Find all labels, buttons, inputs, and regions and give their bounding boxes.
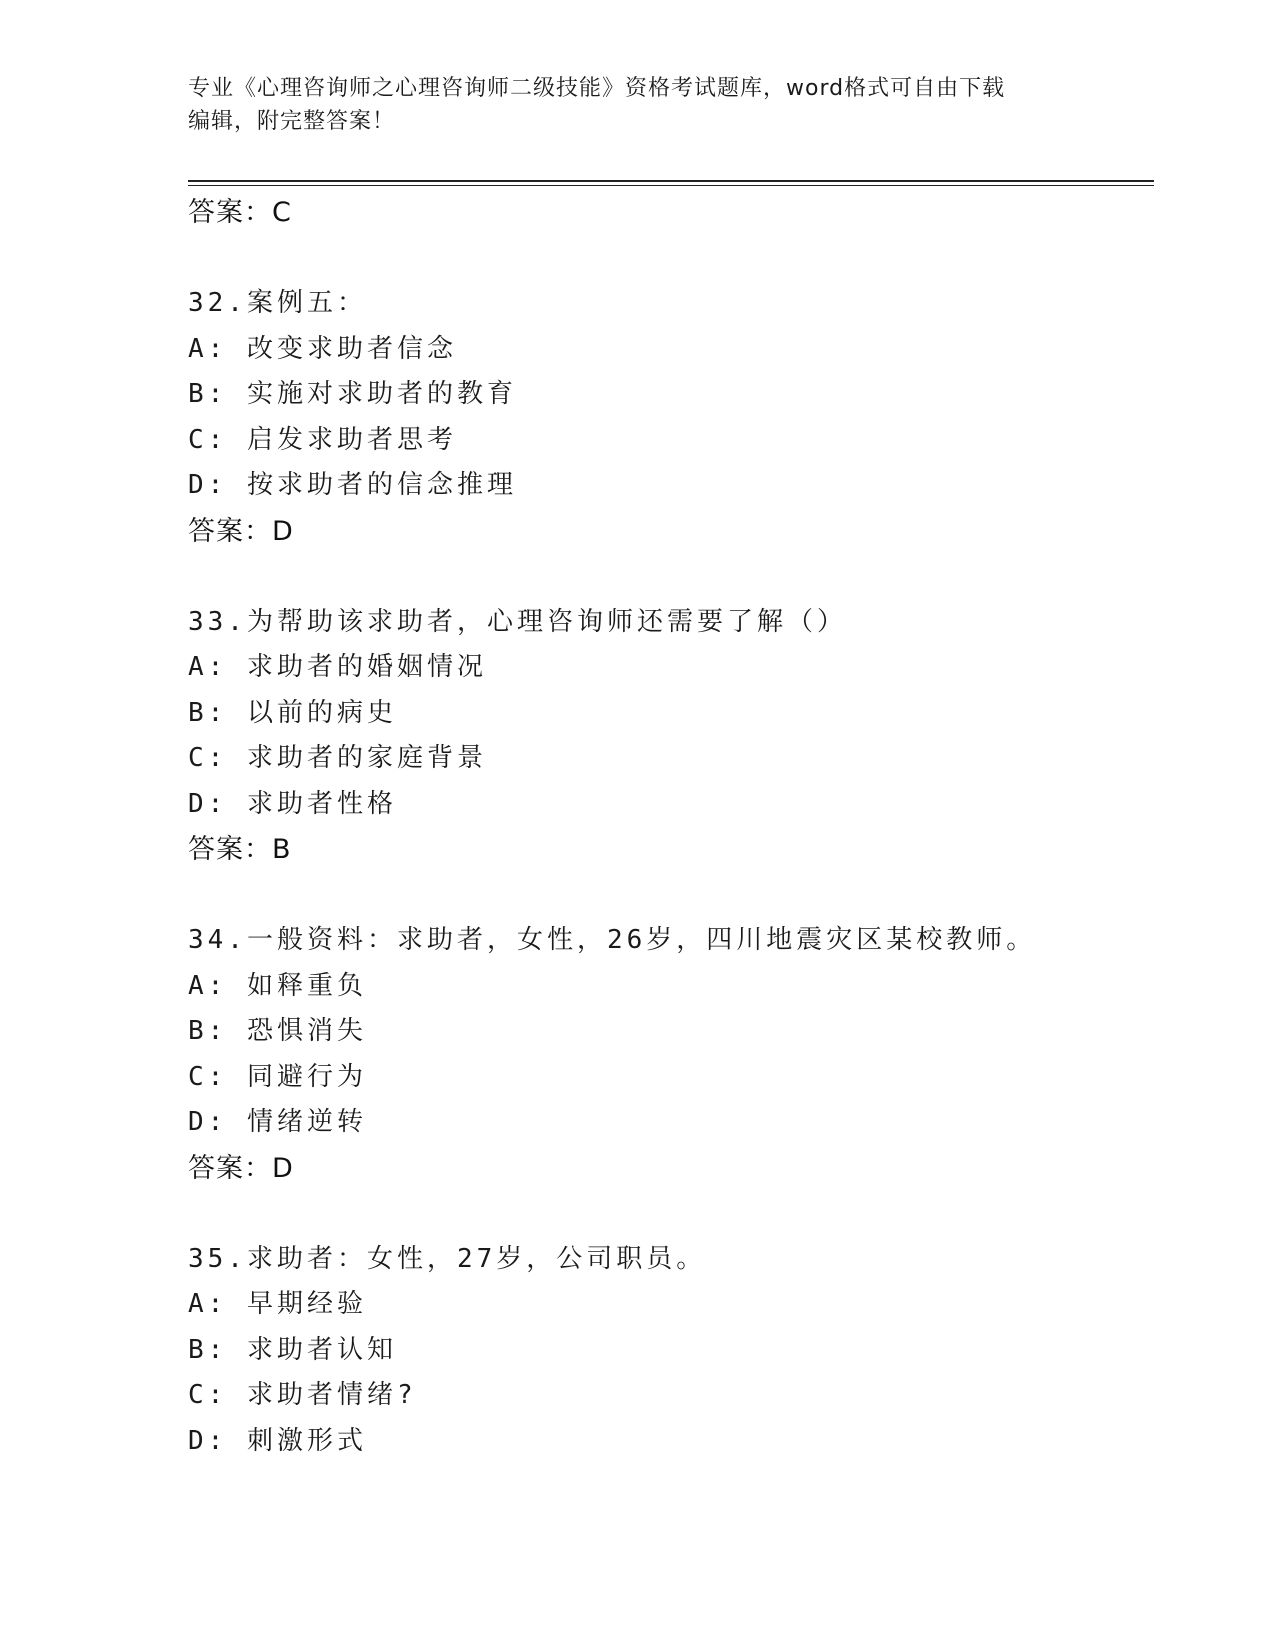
header-rule-thick [188,180,1154,182]
header-line-2: 编辑，附完整答案！ [188,109,396,134]
answer-line: 答案：D [188,1152,294,1184]
header-rule-thin [188,185,1154,186]
option-a: A: 早期经验 [188,1289,367,1319]
option-a: A: 求助者的婚姻情况 [188,652,487,682]
question-title: 34.一般资料：求助者，女性，26岁，四川地震灾区某校教师。 [188,925,1037,955]
option-b: B: 以前的病史 [188,697,397,728]
header-line-1: 专业《心理咨询师之心理咨询师二级技能》资格考试题库，word格式可自由下载 [188,76,1006,101]
answer-line: 答案：B [188,834,292,865]
answer-line: 答案：D [188,515,294,547]
option-c: C: 同避行为 [188,1061,367,1092]
question-title: 33.为帮助该求助者，心理咨询师还需要了解（） [188,606,847,637]
option-c: C: 求助者情绪? [188,1380,417,1410]
question-34 [188,918,1148,1192]
document-header [188,72,1088,138]
question-35 [188,1237,1148,1465]
option-d: D: 求助者性格 [188,788,397,819]
option-b: B: 实施对求助者的教育 [188,379,517,409]
option-d: D: 按求助者的信念推理 [188,470,517,500]
option-d: D: 刺激形式 [188,1425,367,1456]
document-body [188,190,1148,1464]
option-b: B: 恐惧消失 [188,1016,367,1046]
question-title: 35.求助者：女性，27岁，公司职员。 [188,1243,707,1274]
option-c: C: 启发求助者思考 [188,424,457,455]
option-a: A: 改变求助者信念 [188,333,457,364]
question-32 [188,281,1148,555]
option-c: C: 求助者的家庭背景 [188,743,487,773]
question-title: 32.案例五： [188,288,367,318]
question-33 [188,600,1148,874]
option-a: A: 如释重负 [188,970,367,1001]
answer-line: 答案：C [188,197,292,228]
option-d: D: 情绪逆转 [188,1107,367,1137]
option-b: B: 求助者认知 [188,1334,397,1365]
